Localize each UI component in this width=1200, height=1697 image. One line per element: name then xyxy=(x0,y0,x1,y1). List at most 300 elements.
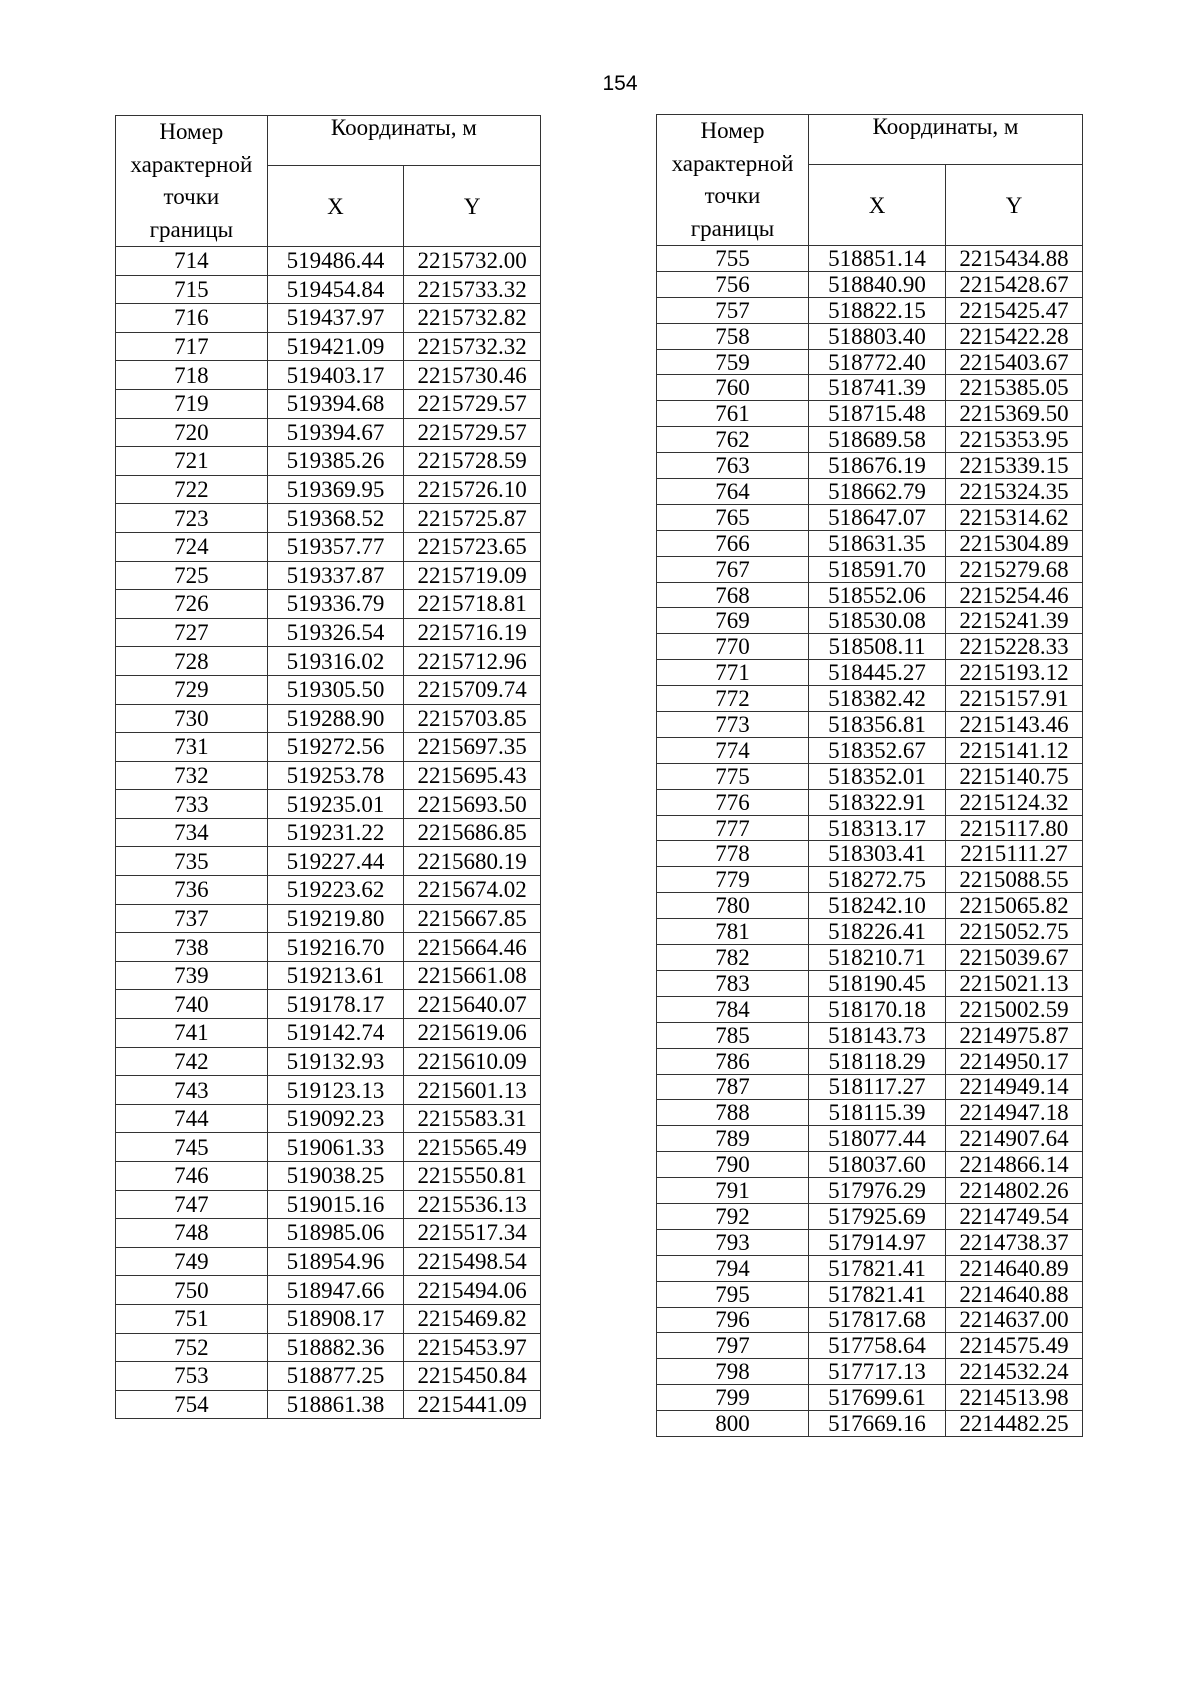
coordinates-table-right xyxy=(656,114,1083,1437)
point-number-cell: 791 xyxy=(657,1178,809,1204)
x-coordinate-cell: 519038.25 xyxy=(267,1162,404,1191)
point-number-cell: 734 xyxy=(116,818,268,847)
x-coordinate-cell: 518552.06 xyxy=(809,582,946,608)
table-row xyxy=(116,1219,541,1248)
x-coordinate-cell: 517717.13 xyxy=(809,1359,946,1385)
point-number-cell: 787 xyxy=(657,1074,809,1100)
y-coordinate-cell: 2215021.13 xyxy=(946,970,1083,996)
point-number-cell: 793 xyxy=(657,1229,809,1255)
x-coordinate-cell: 517669.16 xyxy=(809,1411,946,1437)
y-coordinate-cell: 2215565.49 xyxy=(404,1133,541,1162)
y-coordinate-cell: 2215733.32 xyxy=(404,275,541,304)
x-coordinate-cell: 518118.29 xyxy=(809,1048,946,1074)
table-row xyxy=(657,1255,1083,1281)
x-coordinate-cell: 518877.25 xyxy=(267,1362,404,1391)
x-coordinate-cell: 519403.17 xyxy=(267,361,404,390)
point-number-cell: 736 xyxy=(116,876,268,905)
table-row xyxy=(116,904,541,933)
point-number-cell: 788 xyxy=(657,1100,809,1126)
x-coordinate-cell: 518882.36 xyxy=(267,1333,404,1362)
y-coordinate-cell: 2215719.09 xyxy=(404,561,541,590)
table-row xyxy=(116,1390,541,1419)
point-number-cell: 735 xyxy=(116,847,268,876)
table-row xyxy=(657,919,1083,945)
table-row xyxy=(116,1104,541,1133)
table-row xyxy=(657,401,1083,427)
point-number-cell: 774 xyxy=(657,737,809,763)
x-coordinate-cell: 518851.14 xyxy=(809,246,946,272)
y-coordinate-cell: 2215422.28 xyxy=(946,323,1083,349)
x-coordinate-cell: 519357.77 xyxy=(267,532,404,561)
table-row xyxy=(657,375,1083,401)
point-number-cell: 783 xyxy=(657,970,809,996)
point-number-cell: 799 xyxy=(657,1385,809,1411)
x-coordinate-cell: 518117.27 xyxy=(809,1074,946,1100)
x-coordinate-cell: 518356.81 xyxy=(809,712,946,738)
table-row xyxy=(657,763,1083,789)
table-row xyxy=(116,275,541,304)
header-y: Y xyxy=(946,165,1083,246)
y-coordinate-cell: 2215703.85 xyxy=(404,704,541,733)
page-number: 154 xyxy=(602,72,638,95)
point-number-cell: 757 xyxy=(657,297,809,323)
x-coordinate-cell: 519178.17 xyxy=(267,990,404,1019)
y-coordinate-cell: 2215254.46 xyxy=(946,582,1083,608)
table-row xyxy=(116,1047,541,1076)
point-number-cell: 714 xyxy=(116,247,268,276)
table-row xyxy=(657,867,1083,893)
y-coordinate-cell: 2215002.59 xyxy=(946,996,1083,1022)
header-x: X xyxy=(267,166,404,247)
y-coordinate-cell: 2215469.82 xyxy=(404,1304,541,1333)
x-coordinate-cell: 519123.13 xyxy=(267,1076,404,1105)
point-number-cell: 795 xyxy=(657,1281,809,1307)
point-number-cell: 797 xyxy=(657,1333,809,1359)
x-coordinate-cell: 519253.78 xyxy=(267,761,404,790)
x-coordinate-cell: 518210.71 xyxy=(809,945,946,971)
y-coordinate-cell: 2215088.55 xyxy=(946,867,1083,893)
x-coordinate-cell: 518226.41 xyxy=(809,919,946,945)
y-coordinate-cell: 2215732.32 xyxy=(404,332,541,361)
y-coordinate-cell: 2215052.75 xyxy=(946,919,1083,945)
y-coordinate-cell: 2214802.26 xyxy=(946,1178,1083,1204)
x-coordinate-cell: 518037.60 xyxy=(809,1152,946,1178)
table-row xyxy=(657,556,1083,582)
table-row xyxy=(657,737,1083,763)
point-number-cell: 730 xyxy=(116,704,268,733)
y-coordinate-cell: 2215726.10 xyxy=(404,475,541,504)
point-number-cell: 770 xyxy=(657,634,809,660)
y-coordinate-cell: 2214907.64 xyxy=(946,1126,1083,1152)
x-coordinate-cell: 518143.73 xyxy=(809,1022,946,1048)
x-coordinate-cell: 518313.17 xyxy=(809,815,946,841)
table-row xyxy=(657,479,1083,505)
point-number-cell: 766 xyxy=(657,530,809,556)
y-coordinate-cell: 2215732.82 xyxy=(404,304,541,333)
point-number-cell: 785 xyxy=(657,1022,809,1048)
point-number-cell: 739 xyxy=(116,961,268,990)
table-row xyxy=(116,1076,541,1105)
table-row xyxy=(116,1362,541,1391)
table-row xyxy=(657,789,1083,815)
point-number-cell: 776 xyxy=(657,789,809,815)
table-row xyxy=(657,1385,1083,1411)
table-row xyxy=(116,990,541,1019)
y-coordinate-cell: 2215117.80 xyxy=(946,815,1083,841)
header-y: Y xyxy=(404,166,541,247)
point-number-cell: 762 xyxy=(657,427,809,453)
x-coordinate-cell: 517914.97 xyxy=(809,1229,946,1255)
x-coordinate-cell: 517817.68 xyxy=(809,1307,946,1333)
point-number-cell: 723 xyxy=(116,504,268,533)
x-coordinate-cell: 518662.79 xyxy=(809,479,946,505)
table-row xyxy=(657,427,1083,453)
x-coordinate-cell: 518352.01 xyxy=(809,763,946,789)
point-number-cell: 740 xyxy=(116,990,268,1019)
x-coordinate-cell: 519288.90 xyxy=(267,704,404,733)
table-row xyxy=(657,945,1083,971)
x-coordinate-cell: 519421.09 xyxy=(267,332,404,361)
table-row xyxy=(116,1304,541,1333)
x-coordinate-cell: 518822.15 xyxy=(809,297,946,323)
y-coordinate-cell: 2215324.35 xyxy=(946,479,1083,505)
header-point-number: Номер характерной точки границы xyxy=(116,116,268,247)
y-coordinate-cell: 2214640.89 xyxy=(946,1255,1083,1281)
y-coordinate-cell: 2215450.84 xyxy=(404,1362,541,1391)
y-coordinate-cell: 2214947.18 xyxy=(946,1100,1083,1126)
table-row xyxy=(116,247,541,276)
point-number-cell: 754 xyxy=(116,1390,268,1419)
table-row xyxy=(116,847,541,876)
point-number-cell: 724 xyxy=(116,532,268,561)
table-row xyxy=(657,608,1083,634)
table-row xyxy=(116,618,541,647)
y-coordinate-cell: 2215228.33 xyxy=(946,634,1083,660)
point-number-cell: 745 xyxy=(116,1133,268,1162)
table-row xyxy=(657,1178,1083,1204)
x-coordinate-cell: 518647.07 xyxy=(809,504,946,530)
y-coordinate-cell: 2215695.43 xyxy=(404,761,541,790)
y-coordinate-cell: 2215517.34 xyxy=(404,1219,541,1248)
y-coordinate-cell: 2215140.75 xyxy=(946,763,1083,789)
x-coordinate-cell: 517699.61 xyxy=(809,1385,946,1411)
point-number-cell: 725 xyxy=(116,561,268,590)
point-number-cell: 786 xyxy=(657,1048,809,1074)
y-coordinate-cell: 2214482.25 xyxy=(946,1411,1083,1437)
x-coordinate-cell: 518676.19 xyxy=(809,453,946,479)
y-coordinate-cell: 2215610.09 xyxy=(404,1047,541,1076)
x-coordinate-cell: 518772.40 xyxy=(809,349,946,375)
point-number-cell: 794 xyxy=(657,1255,809,1281)
x-coordinate-cell: 517925.69 xyxy=(809,1203,946,1229)
table-row xyxy=(116,418,541,447)
table-row xyxy=(657,1411,1083,1437)
y-coordinate-cell: 2215143.46 xyxy=(946,712,1083,738)
table-row xyxy=(116,818,541,847)
x-coordinate-cell: 519454.84 xyxy=(267,275,404,304)
table-row xyxy=(116,1133,541,1162)
x-coordinate-cell: 519385.26 xyxy=(267,447,404,476)
point-number-cell: 738 xyxy=(116,933,268,962)
table-row xyxy=(116,447,541,476)
y-coordinate-cell: 2215601.13 xyxy=(404,1076,541,1105)
table-row xyxy=(657,815,1083,841)
point-number-cell: 732 xyxy=(116,761,268,790)
y-coordinate-cell: 2215729.57 xyxy=(404,418,541,447)
y-coordinate-cell: 2215428.67 xyxy=(946,271,1083,297)
y-coordinate-cell: 2215693.50 xyxy=(404,790,541,819)
table-row xyxy=(116,1162,541,1191)
point-number-cell: 737 xyxy=(116,904,268,933)
x-coordinate-cell: 519219.80 xyxy=(267,904,404,933)
x-coordinate-cell: 517821.41 xyxy=(809,1255,946,1281)
table-row xyxy=(116,733,541,762)
x-coordinate-cell: 519216.70 xyxy=(267,933,404,962)
y-coordinate-cell: 2214975.87 xyxy=(946,1022,1083,1048)
table-row xyxy=(116,675,541,704)
point-number-cell: 756 xyxy=(657,271,809,297)
y-coordinate-cell: 2214749.54 xyxy=(946,1203,1083,1229)
point-number-cell: 719 xyxy=(116,389,268,418)
x-coordinate-cell: 519213.61 xyxy=(267,961,404,990)
y-coordinate-cell: 2215441.09 xyxy=(404,1390,541,1419)
point-number-cell: 758 xyxy=(657,323,809,349)
x-coordinate-cell: 518170.18 xyxy=(809,996,946,1022)
y-coordinate-cell: 2215661.08 xyxy=(404,961,541,990)
x-coordinate-cell: 518591.70 xyxy=(809,556,946,582)
y-coordinate-cell: 2215723.65 xyxy=(404,532,541,561)
point-number-cell: 749 xyxy=(116,1247,268,1276)
table-row xyxy=(116,876,541,905)
table-row xyxy=(657,1126,1083,1152)
x-coordinate-cell: 518115.39 xyxy=(809,1100,946,1126)
y-coordinate-cell: 2214949.14 xyxy=(946,1074,1083,1100)
point-number-cell: 782 xyxy=(657,945,809,971)
x-coordinate-cell: 519336.79 xyxy=(267,590,404,619)
y-coordinate-cell: 2214513.98 xyxy=(946,1385,1083,1411)
x-coordinate-cell: 519437.97 xyxy=(267,304,404,333)
point-number-cell: 720 xyxy=(116,418,268,447)
table-row xyxy=(657,712,1083,738)
point-number-cell: 768 xyxy=(657,582,809,608)
y-coordinate-cell: 2215732.00 xyxy=(404,247,541,276)
point-number-cell: 771 xyxy=(657,660,809,686)
y-coordinate-cell: 2215157.91 xyxy=(946,686,1083,712)
point-number-cell: 778 xyxy=(657,841,809,867)
y-coordinate-cell: 2215241.39 xyxy=(946,608,1083,634)
x-coordinate-cell: 519015.16 xyxy=(267,1190,404,1219)
table-row xyxy=(657,841,1083,867)
y-coordinate-cell: 2215686.85 xyxy=(404,818,541,847)
table-row xyxy=(657,660,1083,686)
table-row xyxy=(657,1152,1083,1178)
table-row xyxy=(657,1359,1083,1385)
y-coordinate-cell: 2215550.81 xyxy=(404,1162,541,1191)
x-coordinate-cell: 519132.93 xyxy=(267,1047,404,1076)
header-coordinates: Координаты, м xyxy=(809,115,1083,165)
y-coordinate-cell: 2214532.24 xyxy=(946,1359,1083,1385)
point-number-cell: 792 xyxy=(657,1203,809,1229)
table-row xyxy=(657,634,1083,660)
x-coordinate-cell: 519326.54 xyxy=(267,618,404,647)
table-row xyxy=(116,590,541,619)
x-coordinate-cell: 518352.67 xyxy=(809,737,946,763)
point-number-cell: 748 xyxy=(116,1219,268,1248)
point-number-cell: 743 xyxy=(116,1076,268,1105)
y-coordinate-cell: 2215304.89 xyxy=(946,530,1083,556)
point-number-cell: 728 xyxy=(116,647,268,676)
x-coordinate-cell: 519316.02 xyxy=(267,647,404,676)
table-row xyxy=(657,1307,1083,1333)
table-row xyxy=(657,1333,1083,1359)
x-coordinate-cell: 519337.87 xyxy=(267,561,404,590)
x-coordinate-cell: 518322.91 xyxy=(809,789,946,815)
x-coordinate-cell: 518985.06 xyxy=(267,1219,404,1248)
x-coordinate-cell: 518908.17 xyxy=(267,1304,404,1333)
table-row xyxy=(116,532,541,561)
point-number-cell: 775 xyxy=(657,763,809,789)
point-number-cell: 751 xyxy=(116,1304,268,1333)
x-coordinate-cell: 518741.39 xyxy=(809,375,946,401)
x-coordinate-cell: 518631.35 xyxy=(809,530,946,556)
point-number-cell: 715 xyxy=(116,275,268,304)
point-number-cell: 752 xyxy=(116,1333,268,1362)
y-coordinate-cell: 2215583.31 xyxy=(404,1104,541,1133)
point-number-cell: 773 xyxy=(657,712,809,738)
point-number-cell: 727 xyxy=(116,618,268,647)
point-number-cell: 765 xyxy=(657,504,809,530)
x-coordinate-cell: 519394.68 xyxy=(267,389,404,418)
table-row xyxy=(657,1281,1083,1307)
x-coordinate-cell: 519235.01 xyxy=(267,790,404,819)
x-coordinate-cell: 518530.08 xyxy=(809,608,946,634)
table-row xyxy=(657,1229,1083,1255)
y-coordinate-cell: 2215716.19 xyxy=(404,618,541,647)
x-coordinate-cell: 519368.52 xyxy=(267,504,404,533)
y-coordinate-cell: 2214575.49 xyxy=(946,1333,1083,1359)
x-coordinate-cell: 518190.45 xyxy=(809,970,946,996)
x-coordinate-cell: 519227.44 xyxy=(267,847,404,876)
y-coordinate-cell: 2215039.67 xyxy=(946,945,1083,971)
table-row xyxy=(116,504,541,533)
point-number-cell: 741 xyxy=(116,1019,268,1048)
y-coordinate-cell: 2214640.88 xyxy=(946,1281,1083,1307)
table-row xyxy=(657,582,1083,608)
point-number-cell: 763 xyxy=(657,453,809,479)
header-x: X xyxy=(809,165,946,246)
point-number-cell: 784 xyxy=(657,996,809,1022)
x-coordinate-cell: 518954.96 xyxy=(267,1247,404,1276)
y-coordinate-cell: 2215339.15 xyxy=(946,453,1083,479)
table-row xyxy=(657,970,1083,996)
y-coordinate-cell: 2215369.50 xyxy=(946,401,1083,427)
table-row xyxy=(657,686,1083,712)
table-row xyxy=(657,271,1083,297)
y-coordinate-cell: 2215674.02 xyxy=(404,876,541,905)
y-coordinate-cell: 2214866.14 xyxy=(946,1152,1083,1178)
point-number-cell: 769 xyxy=(657,608,809,634)
y-coordinate-cell: 2215712.96 xyxy=(404,647,541,676)
header-point-number: Номер характерной точки границы xyxy=(657,115,809,246)
point-number-cell: 767 xyxy=(657,556,809,582)
y-coordinate-cell: 2215667.85 xyxy=(404,904,541,933)
x-coordinate-cell: 519369.95 xyxy=(267,475,404,504)
point-number-cell: 718 xyxy=(116,361,268,390)
y-coordinate-cell: 2215729.57 xyxy=(404,389,541,418)
table-row xyxy=(116,1019,541,1048)
x-coordinate-cell: 519305.50 xyxy=(267,675,404,704)
table-row xyxy=(116,704,541,733)
y-coordinate-cell: 2215279.68 xyxy=(946,556,1083,582)
table-row xyxy=(116,790,541,819)
table-row xyxy=(116,647,541,676)
table-row xyxy=(116,933,541,962)
x-coordinate-cell: 519394.67 xyxy=(267,418,404,447)
point-number-cell: 722 xyxy=(116,475,268,504)
table-row xyxy=(116,475,541,504)
x-coordinate-cell: 518508.11 xyxy=(809,634,946,660)
point-number-cell: 753 xyxy=(116,1362,268,1391)
x-coordinate-cell: 519231.22 xyxy=(267,818,404,847)
point-number-cell: 721 xyxy=(116,447,268,476)
y-coordinate-cell: 2214950.17 xyxy=(946,1048,1083,1074)
x-coordinate-cell: 517821.41 xyxy=(809,1281,946,1307)
x-coordinate-cell: 519486.44 xyxy=(267,247,404,276)
table-row xyxy=(116,332,541,361)
table-row xyxy=(116,361,541,390)
x-coordinate-cell: 518803.40 xyxy=(809,323,946,349)
point-number-cell: 731 xyxy=(116,733,268,762)
x-coordinate-cell: 519223.62 xyxy=(267,876,404,905)
table-body-right xyxy=(657,246,1083,1437)
point-number-cell: 777 xyxy=(657,815,809,841)
y-coordinate-cell: 2215718.81 xyxy=(404,590,541,619)
y-coordinate-cell: 2215730.46 xyxy=(404,361,541,390)
x-coordinate-cell: 519092.23 xyxy=(267,1104,404,1133)
y-coordinate-cell: 2215536.13 xyxy=(404,1190,541,1219)
y-coordinate-cell: 2215498.54 xyxy=(404,1247,541,1276)
point-number-cell: 746 xyxy=(116,1162,268,1191)
point-number-cell: 780 xyxy=(657,893,809,919)
point-number-cell: 798 xyxy=(657,1359,809,1385)
y-coordinate-cell: 2215065.82 xyxy=(946,893,1083,919)
x-coordinate-cell: 518947.66 xyxy=(267,1276,404,1305)
coordinates-table-left xyxy=(115,115,541,1419)
point-number-cell: 750 xyxy=(116,1276,268,1305)
table-row xyxy=(116,761,541,790)
point-number-cell: 716 xyxy=(116,304,268,333)
y-coordinate-cell: 2215385.05 xyxy=(946,375,1083,401)
y-coordinate-cell: 2215725.87 xyxy=(404,504,541,533)
table-row xyxy=(116,1333,541,1362)
table-row xyxy=(657,996,1083,1022)
y-coordinate-cell: 2215314.62 xyxy=(946,504,1083,530)
x-coordinate-cell: 518715.48 xyxy=(809,401,946,427)
table-row xyxy=(116,961,541,990)
point-number-cell: 764 xyxy=(657,479,809,505)
point-number-cell: 726 xyxy=(116,590,268,619)
x-coordinate-cell: 518689.58 xyxy=(809,427,946,453)
table-row xyxy=(116,389,541,418)
table-row xyxy=(657,1203,1083,1229)
x-coordinate-cell: 518840.90 xyxy=(809,271,946,297)
point-number-cell: 729 xyxy=(116,675,268,704)
table-row xyxy=(116,1247,541,1276)
y-coordinate-cell: 2215494.06 xyxy=(404,1276,541,1305)
y-coordinate-cell: 2215697.35 xyxy=(404,733,541,762)
table-row xyxy=(657,1022,1083,1048)
x-coordinate-cell: 518077.44 xyxy=(809,1126,946,1152)
